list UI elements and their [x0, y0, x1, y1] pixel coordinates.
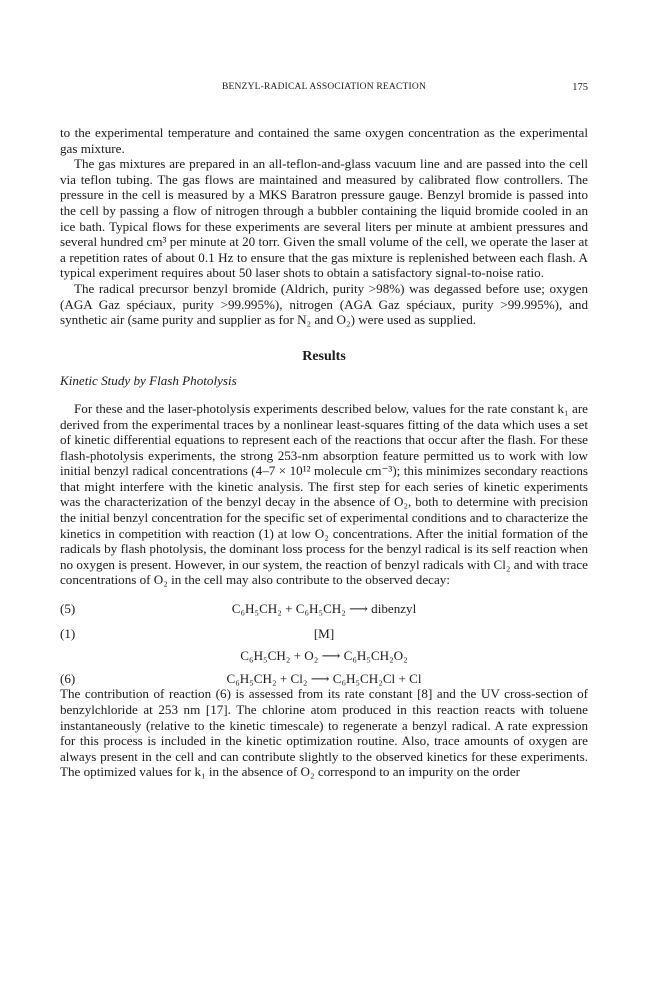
- running-header: [60, 82, 588, 96]
- equation-1-label: [60, 626, 588, 642]
- article-body: [60, 125, 588, 780]
- equation-6: [60, 671, 588, 687]
- subsection-title: Kinetic Study by Flash Photolysis: [60, 373, 237, 389]
- equation-text: C₆H₅CH₂ + O₂ ⟶ C₆H₅CH₂O₂: [240, 648, 408, 664]
- paragraph-gas-mixtures: The gas mixtures are prepared in an all-teflon-and-glass vacuum line and are passed into the cell via teflon tubing. The gas flows are maintained and measured by calibrated flow controllers. The pressure in the cell is measured by a MKS Baratron pressure gauge. Benzyl bromide is passed into the cell by passing a flow of nitrogen through a bubbler containing the liquid bromide cooled in an ice bath. Typical flows for these experiments are several liters per minute at ambient pressures and several hundred cm³ per minute at 20 torr. Given the small volume of the cell, we operate the laser at a repetition rates of about 0.1 Hz to ensure that the gas mixture is replenished between each flash. A typical experiment requires about 50 laser shots to obtain a satisfactory signal-to-noise ratio.: [60, 156, 588, 281]
- page-number: 175: [572, 82, 588, 93]
- equation-text: C₆H₅CH₂ + Cl₂ ⟶ C₆H₅CH₂Cl + Cl: [226, 670, 422, 686]
- running-title: BENZYL-RADICAL ASSOCIATION REACTION: [221, 82, 427, 92]
- equation-1: [60, 648, 588, 664]
- third-body-label: [M]: [313, 625, 335, 641]
- equation-number: (5): [60, 601, 76, 617]
- equation-5: [60, 601, 588, 617]
- equation-number: (1): [60, 625, 76, 641]
- paragraph-kinetic-study: For these and the laser-photolysis experiments described below, values for the rate constant k₁ are derived from the experimental traces by a nonlinear least-squares fitting of the data which uses a set of kinetic differential equations to represent each of the reactions that occur after the flash. For these flash-photolysis experiments, the strong 253-nm absorption feature permitted us to work with low initial benzyl radical concentrations (4–7 × 10¹² molecule cm⁻³); this minimizes secondary reactions that might interfere with the kinetic analysis. The first step for each series of kinetic experiments was the characterization of the benzyl decay in the absence of O₂, both to determine with precision the initial benzyl concentration for the specific set of experimental conditions and to characterize the kinetics in competition with reaction (1) at low O₂ concentrations. After the initial formation of the radicals by flash photolysis, the dominant loss process for the benzyl radical is its self reaction when no oxygen is present. However, in our system, the reaction of benzyl radicals with Cl₂ and with trace concentrations of O₂ in the cell may also contribute to the observed decay:: [60, 400, 588, 588]
- paragraph-reaction-6: The contribution of reaction (6) is assessed from its rate constant [8] and the UV cross-section of benzylchloride at 253 nm [17]. The chlorine atom produced in this reaction reacts with toluene instantaneously (relative to the kinetic timescale) to regenerate a benzyl radical. A rate expression for this process is included in the kinetic optimization routine. Also, trace amounts of oxygen are always present in the cell and can contribute slightly to the observed kinetics for these experiments. The optimized values for k₁ in the absence of O₂ correspond to an impurity on the order: [60, 686, 588, 780]
- section-title-results: Results: [302, 348, 346, 364]
- equation-text: C₆H₅CH₂ + C₆H₅CH₂ ⟶ dibenzyl: [231, 601, 417, 617]
- equation-number: (6): [60, 670, 76, 686]
- paragraph-reagents: The radical precursor benzyl bromide (Aldrich, purity >98%) was degassed before use; oxygen (AGA Gaz spéciaux, purity >99.995%), nitrogen (AGA Gaz spéciaux, purity >99.995%), and synthetic air (same purity and supplier as for N₂ and O₂) were used as supplied.: [60, 280, 588, 328]
- paragraph-continuation: to the experimental temperature and contained the same oxygen concentration as the experimental gas mixture.: [60, 125, 588, 156]
